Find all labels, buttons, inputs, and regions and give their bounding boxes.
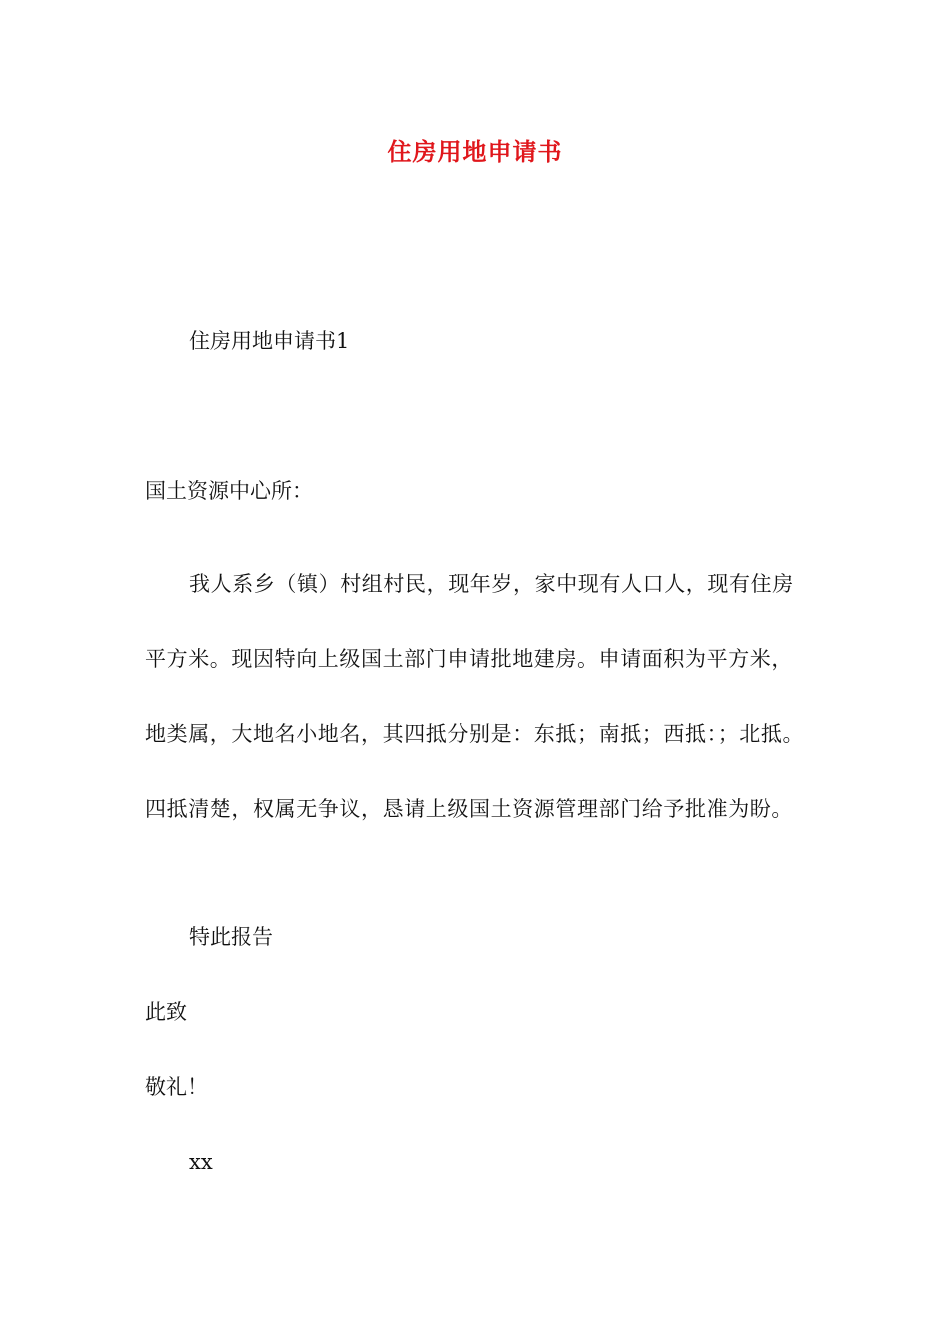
signature: xx [189, 1150, 213, 1174]
closing-report: 特此报告 [189, 925, 273, 949]
closing-to: 此致 [145, 1000, 187, 1024]
addressee-line: 国土资源中心所： [145, 479, 313, 503]
closing-salute: 敬礼！ [145, 1075, 208, 1099]
document-subtitle: 住房用地申请书1 [189, 329, 350, 353]
document-title: 住房用地申请书 [387, 138, 563, 166]
body-paragraph: 我人系乡（镇）村组村民，现年岁，家中现有人口人，现有住房平方米。现因特向上级国土部门申请批地建房。申请面积为平方米，地类属，大地名小地名，其四抵分别是：东抵；南抵；西抵：；北抵。四抵清楚，权属无争议，恳请上级国土资源管理部门给予批准为盼。 [145, 572, 805, 821]
